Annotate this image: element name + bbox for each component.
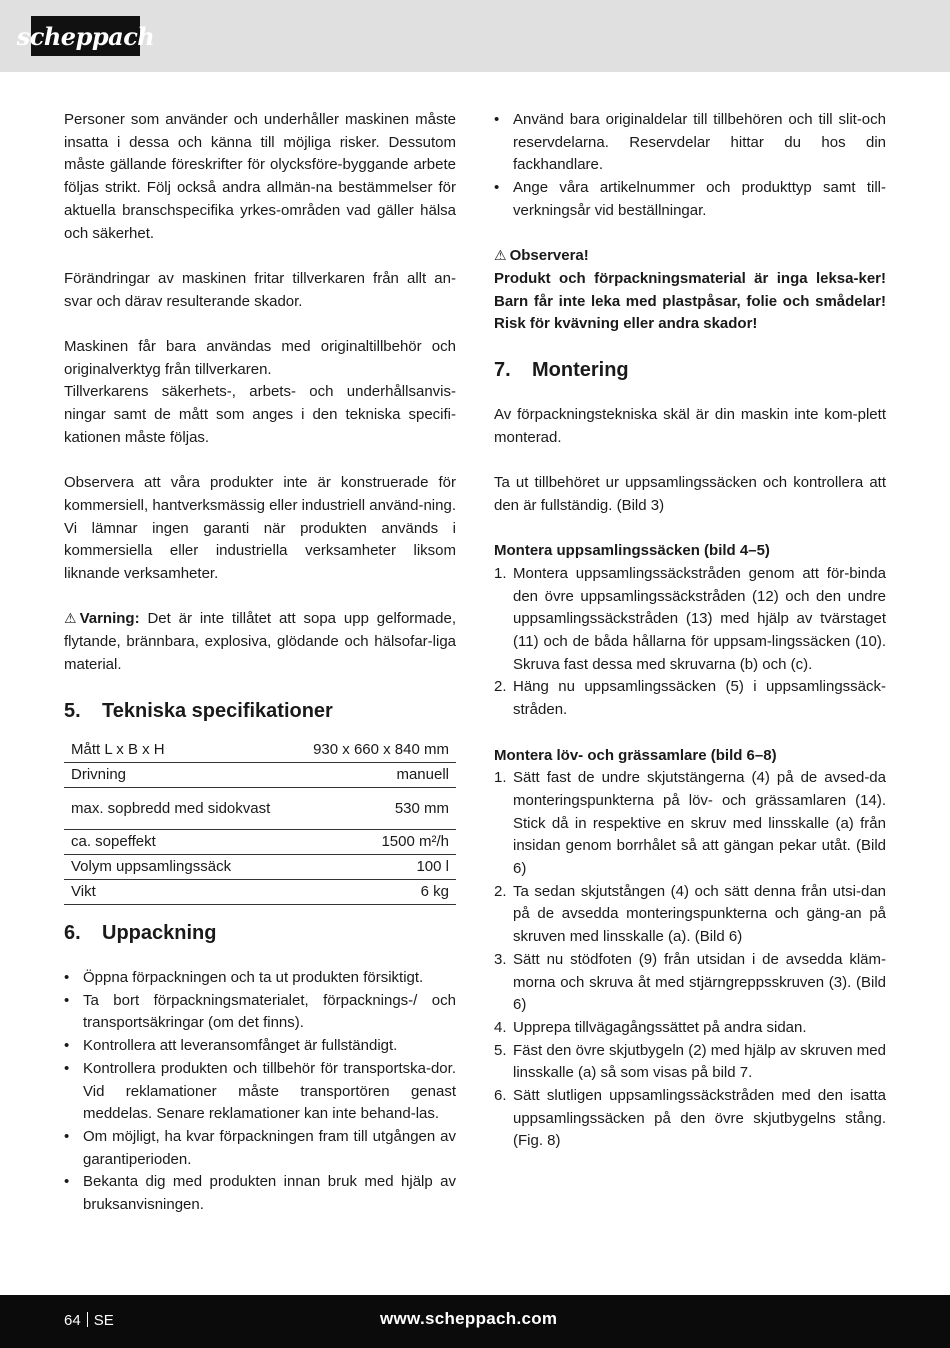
warning-text: Det är inte tillåtet att sopa upp gelformade, flytande, brännbara, explosiva, glödande och hälsofar-liga material. [64, 610, 456, 673]
step-text: Sätt nu stödfoten (9) från utsidan i de avsedda kläm-morna och skruva åt med stjärngreppsskruven (3). (Bild 6) [513, 950, 886, 1014]
section-5-heading: 5. Tekniska specifikationer [64, 699, 333, 722]
step-text: Upprepa tillvägagångssättet på andra sidan. [513, 1018, 807, 1036]
list-item: • Öppna förpackningen och ta ut produkten försiktigt. [64, 967, 456, 990]
list-item: • Använd bara originaldelar till tillbehören och till slit-och reservdelarna. Reservdelar hittar du hos din fackhandlare. [494, 109, 886, 177]
unpacking-list [64, 967, 456, 1217]
spec-value: 930 x 660 x 840 mm [294, 738, 456, 763]
page-header [0, 0, 950, 72]
page-number: 64 SE [64, 1312, 114, 1329]
step-text: Häng nu uppsamlingssäcken (5) i uppsamlingssäck-stråden. [513, 678, 886, 719]
website-url: www.scheppach.com [380, 1309, 558, 1328]
page-footer [0, 1295, 950, 1348]
step-text: Fäst den övre skjutbygeln (2) med hjälp av skruven med linsskalle (a) så som visas på bild 7. [513, 1041, 886, 1082]
step-number: 3. [494, 950, 507, 968]
caution-heading: ⚠ Observera! [494, 245, 886, 268]
step-text: Sätt fast de undre skjutstängerna (4) på de avsed-da monteringspunkterna på löv- och grässamlaren (14). Stick då in respektive en skruv med linsskalle (a) från insidan genom borrhålet så att gängan pekar utåt. (Bild 6) [513, 769, 886, 878]
caution-text: Produkt och förpackningsmaterial är inga leksa-ker! Barn får inte leka med plastpåsar, folie och smådelar! Risk för kvävning eller andra skador! [494, 269, 886, 333]
step-number: 1. [494, 769, 507, 787]
warning-triangle-icon: ⚠ [494, 248, 507, 265]
list-item: • Kontrollera produkten och tillbehör för transportska-dor. Vid reklamationer måste transportören genast meddelas. Senare reklamationer kan inte behand-las. [64, 1058, 456, 1126]
step-item [494, 949, 886, 1017]
spec-value: 6 kg [294, 880, 456, 905]
spec-label: ca. sopeffekt [64, 830, 294, 855]
step-text: Sätt slutligen uppsamlingssäckstråden med den isatta uppsamlingssäcken på den övre skjutbygelns stång. (Fig. 8) [513, 1087, 886, 1150]
spec-value: 100 l [294, 855, 456, 880]
specs-row [64, 738, 456, 763]
specs-table [64, 738, 456, 906]
step-item [494, 1017, 886, 1040]
step-item [494, 1085, 886, 1153]
step-number: 6. [494, 1087, 507, 1105]
spec-value: 530 mm [294, 788, 456, 830]
list-item: • Ange våra artikelnummer och produkttyp samt till-verkningsår vid beställningar. [494, 177, 886, 222]
step-number: 2. [494, 882, 507, 900]
spec-value: manuell [294, 763, 456, 788]
step-text: Montera uppsamlingssäckstråden genom att för-binda den övre uppsamlingssäckstråden (12) och den undre uppsamlingssäckstråden (13) med hjälp av tvärstaget (11) och de båda hållarna för uppsam-lingssäcken (10). Skruva fast dessa med skruvarna (b) och (c). [513, 564, 886, 673]
step-number: 2. [494, 678, 507, 696]
leaf-collector-steps [494, 767, 886, 1153]
warning-triangle-icon: ⚠ [64, 611, 77, 628]
specs-row [64, 788, 456, 830]
spec-label: Vikt [64, 880, 294, 905]
specs-row [64, 830, 456, 855]
paragraph-modifications: Förändringar av maskinen fritar tillverkaren från allt an-svar och därav resulterande skador. [64, 269, 456, 310]
list-item: • Bekanta dig med produkten innan bruk med hjälp av bruksanvisningen. [64, 1171, 456, 1216]
spec-label: max. sopbredd med sidokvast [64, 788, 294, 830]
list-item: • Ta bort förpackningsmaterialet, förpacknings-/ och transportsäkringar (om det finns). [64, 990, 456, 1035]
spec-label: Drivning [64, 763, 294, 788]
step-number: 5. [494, 1041, 507, 1059]
subheading-leaf-collector: Montera löv- och grässamlare (bild 6–8) [494, 746, 777, 764]
specs-row [64, 763, 456, 788]
section-6-heading: 6. Uppackning [64, 922, 217, 945]
step-item [494, 767, 886, 881]
warning-label: Varning: [79, 610, 140, 628]
spec-value: 1500 m²/h [294, 830, 456, 855]
paragraph-commercial-use: Observera att våra produkter inte är konstruerade för kommersiell, hantverksmässig eller industriell använd-ning. Vi lämnar ingen garanti när produkten används i kommersiella eller industriella verksamheter liksom liknande verksamheter. [64, 474, 456, 583]
parts-list [494, 109, 886, 223]
step-item [494, 563, 886, 677]
collection-bag-steps [494, 563, 886, 722]
spec-label: Volym uppsamlingssäck [64, 855, 294, 880]
subheading-collection-bag: Montera uppsamlingssäcken (bild 4–5) [494, 542, 770, 560]
left-column [64, 109, 456, 1217]
paragraph-risks: Personer som använder och underhåller maskinen måste insatta i dessa och känna till möjliga risker. Dessutom måste gällande föreskrifter för olycksföre-byggande arbete följas strikt. Följ också andra allmän-na bestämmelser för aktuella branschspecifika yrkes-områden vad gäller hälsa och säkerhet. [64, 111, 456, 242]
warning-paragraph [64, 608, 456, 676]
spec-label: Mått L x B x H [64, 738, 294, 763]
step-item [494, 881, 886, 949]
right-column [494, 109, 886, 1153]
paragraph-assembly-intro: Av förpackningstekniska skäl är din maskin inte kom-plett monterad. [494, 406, 886, 446]
step-item [494, 676, 886, 721]
step-item [494, 1040, 886, 1085]
section-7-heading: 7. Montering [494, 359, 629, 382]
paragraph-check-accessories: Ta ut tillbehöret ur uppsamlingssäcken och kontrollera att den är fullständig. (Bild 3) [494, 474, 886, 514]
scheppach-logo: scheppach [31, 16, 140, 56]
step-number: 4. [494, 1018, 507, 1036]
list-item: • Om möjligt, ha kvar förpackningen fram till utgången av garantiperioden. [64, 1126, 456, 1171]
step-text: Ta sedan skjutstången (4) och sätt denna från utsi-dan på de avsedda monteringspunkterna och gäng-an på skruven med linsskalle (a). (Bild 6) [513, 882, 886, 946]
step-number: 1. [494, 564, 507, 582]
paragraph-instructions: Tillverkarens säkerhets-, arbets- och underhållsanvis-ningar samt de mått som anges i den tekniska specifi-kationen måste följas. [64, 383, 456, 446]
specs-row [64, 855, 456, 880]
paragraph-accessories: Maskinen får bara användas med originaltillbehör och originalverktyg från tillverkaren. [64, 338, 456, 378]
specs-row [64, 880, 456, 905]
list-item: • Kontrollera att leveransomfånget är fullständigt. [64, 1035, 456, 1058]
